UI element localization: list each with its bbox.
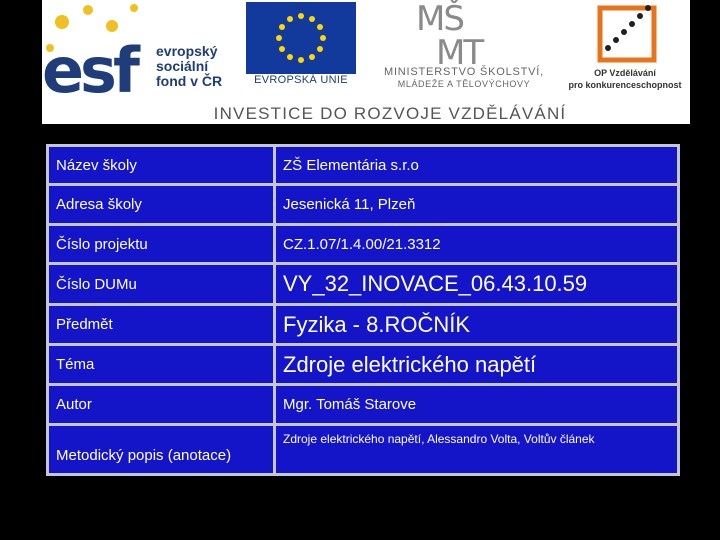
label-subject: Předmět bbox=[49, 306, 273, 343]
label-annotation: Metodický popis (anotace) bbox=[49, 426, 273, 473]
logo-banner bbox=[42, 0, 690, 124]
esf-caption: evropský sociální fond v ČR bbox=[156, 43, 223, 89]
value-subject: Fyzika - 8.ROČNÍK bbox=[276, 306, 677, 343]
label-topic: Téma bbox=[49, 346, 273, 383]
op-caption-2: pro konkurenceschopnost bbox=[568, 80, 682, 90]
label-school-name: Název školy bbox=[49, 147, 273, 183]
eu-label: EVROPSKÁ UNIE bbox=[254, 74, 348, 86]
label-dum-number: Číslo DUMu bbox=[49, 265, 273, 303]
investice-slogan: INVESTICE DO ROZVOJE VZDĚLÁVÁNÍ bbox=[213, 104, 567, 123]
label-project-number: Číslo projektu bbox=[49, 226, 273, 262]
value-school-name: ZŠ Elementária s.r.o bbox=[276, 147, 677, 183]
msmt-caption-1: MINISTERSTVO ŠKOLSTVÍ, bbox=[383, 66, 544, 78]
value-project-number: CZ.1.07/1.4.00/21.3312 bbox=[276, 226, 677, 262]
label-author: Autor bbox=[49, 386, 273, 423]
op-caption-1: OP Vzdělávání bbox=[594, 68, 656, 78]
value-annotation: Zdroje elektrického napětí, Alessandro Volta, Voltův článek bbox=[276, 426, 677, 473]
project-info-table bbox=[46, 144, 680, 476]
svg-text:esf: esf bbox=[42, 34, 136, 100]
svg-text:MŠ: MŠ bbox=[416, 0, 463, 39]
msmt-logo-icon bbox=[414, 0, 508, 66]
eu-flag-icon bbox=[246, 2, 356, 74]
value-dum-number: VY_32_INOVACE_06.43.10.59 bbox=[276, 265, 677, 303]
value-topic: Zdroje elektrického napětí bbox=[276, 346, 677, 383]
value-author: Mgr. Tomáš Starove bbox=[276, 386, 677, 423]
svg-text:MT: MT bbox=[436, 33, 483, 66]
value-school-address: Jesenická 11, Plzeň bbox=[276, 186, 677, 223]
label-school-address: Adresa školy bbox=[49, 186, 273, 223]
op-logo-icon bbox=[594, 0, 660, 64]
msmt-caption-2: MLÁDEŽE A TĚLOVÝCHOVY bbox=[397, 79, 531, 89]
